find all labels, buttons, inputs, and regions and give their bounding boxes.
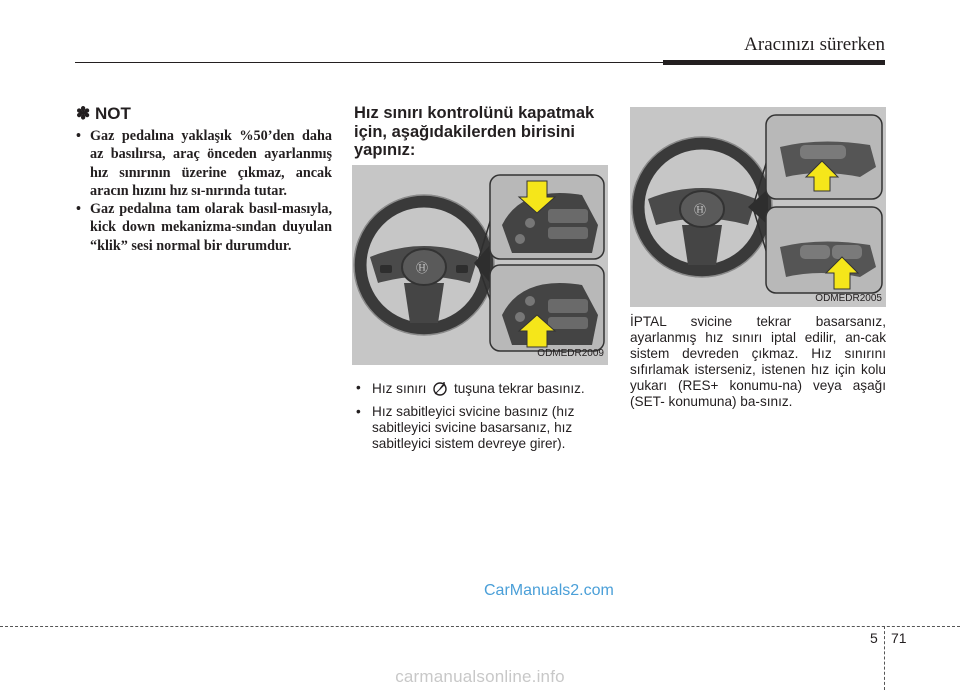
- section-title: Hız sınırı kontrolünü kapatmak için, aşağıdakilerden birisini yapınız:: [354, 104, 595, 159]
- cancel-paragraph: İPTAL svicine tekrar basarsanız, ayarlanmış hız sınırı iptal edilir, an-cak sistem devreden çıkmaz. Hız sınırını sıfırlamak isterseniz, istenen hız için kolu yukarı (RES+ konumu-na) veya aşağı (SET- konumuna) ba-sınız.: [630, 314, 886, 409]
- steering-wheel-figure-left: [352, 165, 608, 365]
- svg-text:Ⓗ: Ⓗ: [694, 203, 707, 217]
- instruction-item: • Hız sabitleyici svicine basınız (hız sabitleyici svicine basarsanız, hız sabitleyici sistem devreye girer).: [356, 404, 575, 451]
- note-item-text: Gaz pedalına yaklaşık %50’den daha az basılırsa, araç önceden ayarlanmış hız sınırının üzerine çıkmaz, ancak aracın hızını hız sı-nırında tutar.: [90, 128, 332, 199]
- speed-limit-icon: [432, 380, 448, 396]
- note-heading: ✽ NOT: [76, 104, 131, 123]
- svg-text:Ⓗ: Ⓗ: [416, 261, 429, 275]
- watermark-link[interactable]: CarManuals2.com: [484, 582, 614, 599]
- instruction-list: [354, 380, 610, 459]
- note-item: • Gaz pedalına yaklaşık %50’den daha az basılırsa, araç önceden ayarlanmış hız sınırının üzerine çıkmaz, ancak aracın hızını hız sı-nırında tutar.: [76, 128, 332, 199]
- instruction-text: tuşuna tekrar basınız.: [453, 381, 585, 396]
- steering-wheel-illustration: [630, 107, 886, 307]
- footer-rule: [0, 626, 960, 627]
- chapter-number: 5: [870, 630, 878, 646]
- note-item: • Gaz pedalına tam olarak basıl-masıyla, kick down mekanizma-sından duyulan “klik” sesi normal bir durumdur.: [76, 201, 332, 254]
- figure-caption: ODMEDR2009: [537, 348, 604, 359]
- header-title: Aracınızı sürerken: [744, 34, 885, 55]
- steering-wheel-illustration: [352, 165, 608, 365]
- steering-wheel-figure-right: [630, 107, 886, 307]
- instruction-item: • Hız sınırı tuşuna tekrar basınız.: [356, 380, 585, 396]
- note-list: [76, 127, 332, 255]
- instruction-text: Hız sınırı: [372, 381, 427, 396]
- note-item-text: Gaz pedalına tam olarak basıl-masıyla, kick down mekanizma-sından duyulan “klik” sesi normal bir durumdur.: [90, 201, 332, 254]
- header-rule-thick: [663, 60, 885, 65]
- site-watermark: carmanualsonline.info: [395, 667, 565, 686]
- figure-caption: ODMEDR2005: [815, 293, 882, 304]
- header-rule: [75, 62, 665, 63]
- instruction-text: Hız sabitleyici svicine basınız (hız sabitleyici svicine basarsanız, hız sabitleyici sistem devreye girer).: [372, 404, 575, 451]
- page-number: 71: [891, 630, 907, 646]
